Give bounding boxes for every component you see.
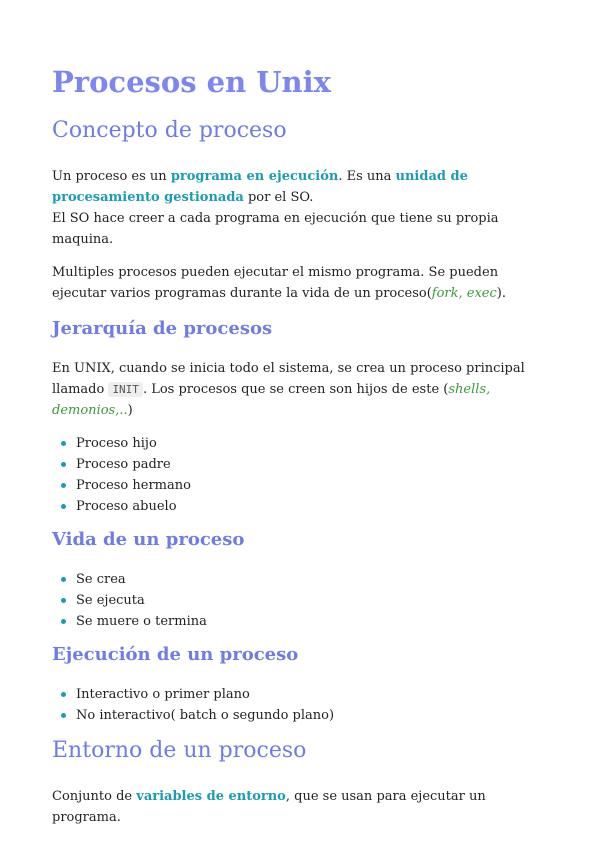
concepto-paragraph-2 — [52, 262, 552, 304]
list-item-text: Proceso padre — [76, 457, 171, 472]
entorno-text-1: Conjunto de — [52, 789, 137, 804]
bullet-icon — [61, 441, 66, 446]
bullet-icon — [61, 483, 66, 488]
list-item — [52, 684, 552, 705]
concepto-text-3: por el SO. — [243, 190, 314, 205]
list-item — [52, 569, 552, 590]
list-item — [52, 433, 552, 454]
jerarquia-emphasis: shells, demonios,.. — [52, 382, 491, 418]
list-item-text: Proceso abuelo — [76, 499, 177, 514]
list-item-text: Se muere o termina — [76, 614, 207, 629]
init-code: INIT — [108, 382, 143, 397]
bullet-icon — [61, 713, 66, 718]
section-heading-vida: Vida de un proceso — [52, 529, 245, 550]
list-item-text: Proceso hermano — [76, 478, 191, 493]
bullet-icon — [61, 462, 66, 467]
page-title: Procesos en Unix — [52, 65, 331, 99]
concepto-p2-emphasis: fork, exec — [431, 286, 497, 301]
link-unidad-de-procesamiento[interactable]: unidad de procesamiento gestionada — [52, 169, 468, 205]
list-item — [52, 454, 552, 475]
concepto-paragraph-1 — [52, 166, 552, 250]
list-item — [52, 705, 552, 726]
list-item-text: No interactivo( batch o segundo plano) — [76, 708, 335, 723]
jerarquia-text-1: En UNIX, cuando se inicia todo el sistema, se crea un proceso principal llamado — [52, 361, 525, 397]
bullet-icon — [61, 619, 66, 624]
jerarquia-text-2: . Los procesos que se creen son hijos de este ( — [142, 382, 449, 397]
link-variables-de-entorno[interactable]: variables de entorno — [136, 789, 286, 804]
bullet-icon — [61, 692, 66, 697]
vida-list — [52, 569, 552, 632]
bullet-icon — [61, 504, 66, 509]
concepto-text-2: . Es una — [338, 169, 396, 184]
jerarquia-paragraph — [52, 358, 552, 421]
concepto-p2-text-1: Multiples procesos pueden ejecutar el mismo programa. Se pueden ejecutar varios programas durante la vida de un proceso( — [52, 265, 499, 301]
list-item — [52, 611, 552, 632]
section-heading-concepto: Concepto de proceso — [52, 118, 287, 143]
link-programa-en-ejecucion[interactable]: programa en ejecución — [170, 169, 339, 184]
document-page — [52, 62, 552, 840]
concepto-text-line-2: El SO hace creer a cada programa en ejecución que tiene su propia maquina. — [52, 211, 499, 247]
section-heading-entorno: Entorno de un proceso — [52, 738, 307, 763]
list-item — [52, 496, 552, 517]
ejecucion-list — [52, 684, 552, 726]
entorno-text-2: , que se usan para ejecutar un programa. — [52, 789, 486, 825]
list-item-text: Interactivo o primer plano — [76, 687, 250, 702]
section-heading-jerarquia: Jerarquía de procesos — [52, 318, 273, 339]
jerarquia-list — [52, 433, 552, 517]
list-item-text: Proceso hijo — [76, 436, 157, 451]
list-item-text: Se ejecuta — [76, 593, 145, 608]
section-heading-ejecucion: Ejecución de un proceso — [52, 644, 299, 665]
list-item — [52, 475, 552, 496]
concepto-p2-text-2: ). — [496, 286, 506, 301]
concepto-text-1: Un proceso es un — [52, 169, 171, 184]
list-item-text: Se crea — [76, 572, 126, 587]
bullet-icon — [61, 598, 66, 603]
list-item — [52, 590, 552, 611]
jerarquia-text-3: ) — [127, 403, 133, 418]
entorno-paragraph — [52, 786, 552, 828]
bullet-icon — [61, 577, 66, 582]
